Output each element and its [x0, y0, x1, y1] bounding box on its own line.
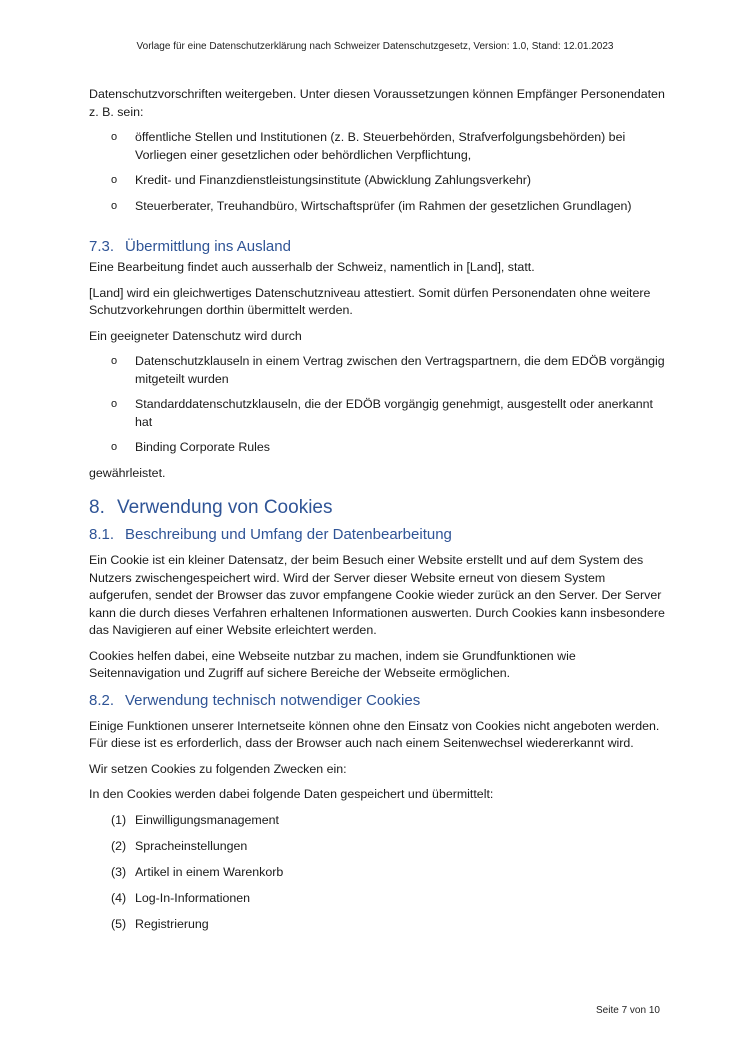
list-item	[89, 812, 669, 830]
heading-7-3	[89, 237, 669, 256]
paragraph: gewährleistet.	[89, 465, 166, 480]
list-item	[89, 353, 669, 388]
bullet-marker: o	[111, 355, 118, 367]
list-number: (1)	[111, 812, 127, 827]
list-item	[89, 172, 669, 190]
bullet-marker: o	[111, 398, 118, 410]
list-item-text: Kredit- und Finanzdienstleistungsinstitute (Abwicklung Zahlungsverkehr)	[135, 173, 532, 187]
list-item	[89, 916, 669, 934]
heading-number: 8.1.	[89, 526, 115, 543]
bullet-marker: o	[111, 441, 118, 453]
paragraph: Einige Funktionen unserer Internetseite können ohne den Einsatz von Cookies nicht angeboten werden. Für diese ist es erforderlich, dass der Browser auch nach einem Seitenwechsel wiedererkannt wird.	[89, 718, 660, 750]
list-item-text: Einwilligungsmanagement	[135, 812, 279, 827]
paragraph: Ein geeigneter Datenschutz wird durch	[89, 328, 302, 343]
paragraph: [Land] wird ein gleichwertiges Datenschutzniveau attestiert. Somit dürfen Personendaten ohne weitere Schutzvorkehrungen dorthin übermittelt werden.	[89, 285, 651, 317]
list-item-text: Binding Corporate Rules	[135, 440, 270, 454]
list-item-text: Artikel in einem Warenkorb	[135, 864, 284, 879]
list-item	[89, 129, 669, 164]
bullet-marker: o	[111, 131, 118, 143]
heading-number: 8.	[89, 497, 105, 518]
list-item	[89, 198, 669, 216]
list-item-text: Standarddatenschutzklauseln, die der EDÖB vorgängig genehmigt, ausgestellt oder anerkannt hat	[135, 397, 653, 429]
list-item	[89, 838, 669, 856]
heading-title: Verwendung von Cookies	[117, 497, 333, 518]
heading-number: 7.3.	[89, 238, 115, 255]
cookie-data-list	[89, 812, 669, 934]
list-item	[89, 396, 669, 431]
paragraph: In den Cookies werden dabei folgende Daten gespeichert und übermittelt:	[89, 787, 494, 801]
heading-title: Übermittlung ins Ausland	[125, 238, 291, 255]
paragraph: Cookies helfen dabei, eine Webseite nutzbar zu machen, indem sie Grundfunktionen wie Seitennavigation und Zugriff auf sichere Bereiche der Webseite ermöglichen.	[89, 648, 576, 680]
list-item-text: Steuerberater, Treuhandbüro, Wirtschaftsprüfer (im Rahmen der gesetzlichen Grundlagen)	[135, 198, 632, 213]
heading-8-1	[89, 525, 669, 544]
list-number: (2)	[111, 838, 127, 853]
intro-paragraph: Datenschutzvorschriften weitergeben. Unter diesen Voraussetzungen können Empfänger Personendaten z. B. sein:	[89, 87, 665, 119]
list-number: (4)	[111, 890, 127, 905]
list-item-text: öffentliche Stellen und Institutionen (z. B. Steuerbehörden, Strafverfolgungsbehörden) bei Vorliegen einer gesetzlichen oder behördlichen Verpflichtung,	[135, 130, 626, 162]
list-number: (3)	[111, 864, 127, 879]
list-item	[89, 864, 669, 882]
paragraph: Wir setzen Cookies zu folgenden Zwecken ein:	[89, 761, 347, 776]
document-body	[89, 86, 669, 942]
list-item-text: Registrierung	[135, 916, 209, 931]
bullet-marker: o	[111, 199, 118, 212]
heading-8-2	[89, 691, 669, 710]
paragraph: Eine Bearbeitung findet auch ausserhalb der Schweiz, namentlich in [Land], statt.	[89, 260, 535, 274]
page-number: Seite 7 von 10	[596, 1005, 660, 1016]
list-item-text: Datenschutzklauseln in einem Vertrag zwischen den Vertragspartnern, die dem EDÖB vorgängig mitgeteilt wurden	[135, 354, 665, 386]
bullet-marker: o	[111, 174, 118, 186]
paragraph: Ein Cookie ist ein kleiner Datensatz, der beim Besuch einer Website erstellt und auf dem System des Nutzers zwischengespeichert wird. Wird der Server dieser Website erneut von diesem System aufgerufen, sendet der Browser das zuvor empfangene Cookie wieder zurück an den Server. Der Server kann die durch dieses Verfahren erhaltenen Informationen auswerten. Durch Cookies kann insbesondere das Navigieren auf einer Website erleichtert werden.	[89, 553, 665, 637]
list-item	[89, 439, 669, 457]
heading-number: 8.2.	[89, 691, 115, 709]
list-number: (5)	[111, 916, 127, 931]
safeguards-list	[89, 353, 669, 457]
page-header: Vorlage für eine Datenschutzerklärung nach Schweizer Datenschutzgesetz, Version: 1.0, Stand: 12.01.2023	[136, 41, 614, 52]
heading-8	[89, 496, 669, 520]
recipients-list	[89, 129, 669, 215]
list-item-text: Log-In-Informationen	[135, 890, 251, 905]
list-item-text: Spracheinstellungen	[135, 838, 248, 853]
list-item	[89, 890, 669, 908]
heading-title: Verwendung technisch notwendiger Cookies	[125, 691, 421, 709]
heading-title: Beschreibung und Umfang der Datenbearbeitung	[125, 526, 452, 543]
